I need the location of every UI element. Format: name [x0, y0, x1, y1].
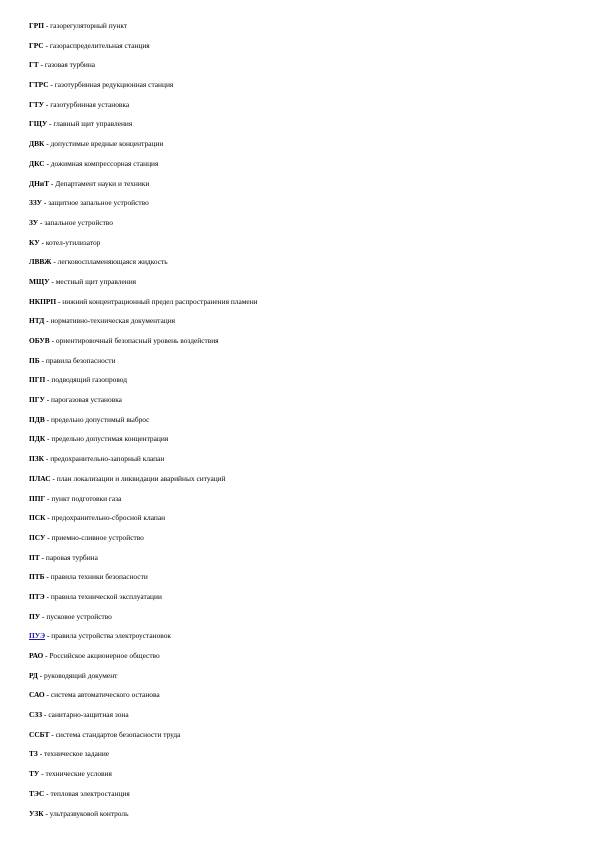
abbreviation-separator: -: [44, 158, 51, 168]
abbreviation-definition: защитное запальное устройство: [48, 198, 149, 208]
abbreviation-separator: -: [51, 257, 58, 267]
list-item: [29, 272, 579, 292]
abbreviation-definition: газотурбинная установка: [50, 99, 130, 109]
abbreviation-definition: легковоспламеняющаяся жидкость: [57, 257, 168, 267]
list-item: [29, 567, 579, 587]
abbreviation-term: НКПРП: [29, 296, 57, 306]
abbreviation-separator: -: [47, 119, 54, 129]
list-item: [29, 311, 579, 331]
abbreviation-separator: -: [44, 690, 51, 700]
abbreviation-definition: запальное устройство: [44, 217, 113, 227]
abbreviation-separator: -: [45, 434, 52, 444]
abbreviation-separator: -: [45, 513, 52, 523]
abbreviation-definition: газовая турбина: [44, 60, 96, 70]
list-item: [29, 252, 579, 272]
abbreviation-separator: -: [43, 651, 50, 660]
abbreviation-definition: предельно допустимый выброс: [50, 414, 150, 424]
list-item: [29, 351, 579, 371]
abbreviation-term: ПГУ: [29, 395, 45, 405]
abbreviation-separator: -: [38, 60, 45, 70]
abbreviation-term: ПСУ: [29, 532, 46, 542]
abbreviation-term: ГТУ: [29, 99, 45, 109]
list-item: [29, 55, 579, 75]
list-item: [29, 95, 579, 115]
abbreviation-separator: -: [49, 336, 56, 345]
abbreviation-definition: главный щит управления: [53, 119, 133, 129]
abbreviation-definition: система стандартов безопасности труда: [55, 729, 181, 739]
abbreviation-definition: технические условия: [45, 769, 112, 779]
abbreviation-term: КУ: [29, 237, 40, 247]
abbreviation-term-link[interactable]: ПУЭ: [29, 631, 46, 641]
list-item: [29, 390, 579, 410]
abbreviation-separator: -: [44, 572, 51, 582]
list-item: [29, 744, 579, 764]
abbreviation-definition: местный щит управления: [55, 276, 137, 286]
abbreviation-term: ПТ: [29, 552, 40, 562]
abbreviation-term: ССБТ: [29, 729, 50, 739]
abbreviation-term: ТЭС: [29, 788, 45, 798]
abbreviation-definition: подводящий газопровод: [51, 375, 128, 385]
abbreviation-definition: пункт подготовки газа: [51, 493, 122, 503]
list-item: [29, 193, 579, 213]
list-item: [29, 705, 579, 725]
list-item: [29, 370, 579, 390]
abbreviation-separator: -: [44, 591, 51, 601]
abbreviation-definition: план локализации и ликвидации аварийных ситуаций: [56, 473, 226, 483]
abbreviation-definition: газотурбинная редукционная станция: [54, 80, 174, 90]
abbreviation-separator: -: [45, 493, 52, 503]
abbreviation-separator: -: [56, 296, 63, 306]
abbreviation-separator: -: [43, 21, 51, 30]
abbreviation-separator: -: [40, 611, 47, 621]
abbreviation-separator: -: [44, 316, 51, 326]
abbreviation-definition: Департамент науки и техники: [55, 178, 150, 188]
abbreviation-definition: дожимная компрессорная станция: [50, 158, 159, 168]
abbreviation-separator: -: [44, 99, 51, 109]
abbreviation-definition: допустимые вредные концентрации: [50, 139, 164, 149]
abbreviation-term: УЗК: [29, 808, 44, 818]
abbreviation-definition: пусковое устройство: [46, 611, 112, 621]
abbreviation-separator: -: [50, 473, 57, 483]
abbreviation-definition: ультразвуковой контроль: [49, 808, 129, 818]
abbreviation-separator: -: [39, 769, 46, 779]
abbreviation-definition: котел-утилизатор: [45, 237, 101, 247]
abbreviation-definition: правила устройства электроустановок: [51, 631, 172, 641]
abbreviation-definition: правила техники безопасности: [50, 572, 148, 582]
abbreviation-definition: газораспределительная станция: [49, 40, 150, 50]
abbreviation-term: ДНиТ: [29, 178, 50, 188]
abbreviation-term: ПГП: [29, 375, 46, 385]
list-item: [29, 489, 579, 509]
list-item: [29, 784, 579, 804]
list-item: [29, 764, 579, 784]
abbreviation-definition: парогазовая установка: [51, 395, 122, 405]
list-item: [29, 134, 579, 154]
abbreviation-term: ПБ: [29, 355, 40, 365]
list-item: [29, 233, 579, 253]
abbreviation-separator: -: [45, 375, 52, 385]
abbreviation-definition: система автоматического останова: [50, 690, 160, 700]
list-item: [29, 725, 579, 745]
abbreviation-term: ПДВ: [29, 414, 45, 424]
abbreviation-definition: ориентировочный безопасный уровень воздействия: [55, 336, 219, 345]
abbreviation-term: ПСК: [29, 513, 46, 523]
abbreviation-term: ЛВВЖ: [29, 257, 52, 267]
abbreviation-term: ГЩУ: [29, 119, 48, 129]
abbreviation-term: ГРС: [29, 40, 44, 50]
abbreviation-separator: -: [42, 710, 49, 720]
abbreviation-term: ГРП: [29, 21, 44, 30]
list-item: [29, 331, 579, 351]
list-item: [29, 548, 579, 568]
list-item: [29, 75, 579, 95]
abbreviation-term: ДКС: [29, 158, 45, 168]
list-item: [29, 114, 579, 134]
abbreviation-separator: -: [44, 454, 51, 464]
abbreviation-term: ГТ: [29, 60, 39, 70]
abbreviation-term: МЩУ: [29, 276, 50, 286]
abbreviation-separator: -: [44, 788, 51, 798]
abbreviation-separator: -: [39, 355, 46, 365]
abbreviation-term: ПТБ: [29, 572, 45, 582]
list-item: [29, 804, 579, 824]
abbreviation-separator: -: [44, 414, 51, 424]
abbreviation-separator: -: [49, 276, 56, 286]
abbreviation-term: ПУ: [29, 611, 41, 621]
list-item: [29, 16, 579, 36]
abbreviation-term: ОБУВ: [29, 336, 50, 345]
list-item: [29, 528, 579, 548]
abbreviation-definition: тепловая электростанция: [50, 788, 130, 798]
list-item: [29, 429, 579, 449]
abbreviation-term: ГТРС: [29, 80, 49, 90]
abbreviation-definition: техническое задание: [44, 749, 110, 759]
abbreviation-separator: -: [39, 552, 46, 562]
abbreviation-term: ПЛАС: [29, 473, 51, 483]
abbreviation-definition: правила технической эксплуатации: [50, 591, 162, 601]
abbreviation-separator: -: [48, 80, 55, 90]
abbreviation-definition: Российское акционерное общество: [49, 651, 160, 660]
abbreviation-term: ПДК: [29, 434, 46, 444]
list-item: [29, 666, 579, 686]
list-item: [29, 646, 579, 666]
abbreviation-term: ПТЭ: [29, 591, 45, 601]
abbreviation-term: САО: [29, 690, 45, 700]
abbreviation-term: ЗУ: [29, 217, 39, 227]
abbreviation-definition: правила безопасности: [45, 355, 116, 365]
abbreviation-separator: -: [42, 198, 49, 208]
list-item: [29, 213, 579, 233]
abbreviation-separator: -: [37, 749, 45, 759]
abbreviation-definition: руководящий документ: [43, 670, 118, 680]
abbreviation-definition: предельно допустимая концентрация: [51, 434, 169, 444]
abbreviation-separator: -: [44, 395, 52, 405]
abbreviation-definition: санитарно-защитная зона: [48, 710, 129, 720]
abbreviation-term: РД: [29, 670, 38, 680]
abbreviation-separator: -: [44, 139, 51, 149]
abbreviation-term: ПЗК: [29, 454, 45, 464]
list-item: [29, 626, 579, 646]
abbreviation-term: ТЗ: [29, 749, 38, 759]
abbreviation-separator: -: [43, 40, 50, 50]
abbreviation-definition: нормативно-техническая документация: [50, 316, 176, 326]
list-item: [29, 410, 579, 430]
abbreviation-separator: -: [43, 808, 50, 818]
abbreviation-term: ППГ: [29, 493, 46, 503]
abbreviation-separator: -: [39, 237, 46, 247]
list-item: [29, 587, 579, 607]
abbreviation-definition: предохранительно-запорный клапан: [50, 454, 165, 464]
abbreviation-definition: предохранительно-сбросной клапан: [51, 513, 166, 523]
list-item: [29, 508, 579, 528]
list-item: [29, 607, 579, 627]
abbreviation-separator: -: [45, 631, 52, 641]
list-item: [29, 469, 579, 489]
abbreviation-term: РАО: [29, 651, 44, 660]
abbreviation-definition: газорегуляторный пункт: [50, 21, 128, 30]
abbreviation-separator: -: [38, 217, 45, 227]
abbreviation-separator: -: [37, 670, 44, 680]
abbreviation-definition: паровая турбина: [45, 552, 98, 562]
list-item: [29, 685, 579, 705]
abbreviation-term: СЗЗ: [29, 710, 43, 720]
abbreviation-separator: -: [49, 729, 56, 739]
list-item: [29, 36, 579, 56]
list-item: [29, 449, 579, 469]
abbreviation-definition: приемно-сливное устройство: [51, 532, 144, 542]
abbreviation-term: НТД: [29, 316, 45, 326]
list-item: [29, 292, 579, 312]
abbreviation-term: ТУ: [29, 769, 40, 779]
list-item: [29, 174, 579, 194]
abbreviation-term: ЗЗУ: [29, 198, 43, 208]
abbreviation-separator: -: [45, 532, 52, 542]
abbreviation-list: [29, 16, 579, 823]
abbreviation-definition: нижний концентрационный предел распространения пламени: [62, 296, 258, 306]
list-item: [29, 154, 579, 174]
abbreviation-term: ДВК: [29, 139, 45, 149]
abbreviation-separator: -: [49, 178, 56, 188]
